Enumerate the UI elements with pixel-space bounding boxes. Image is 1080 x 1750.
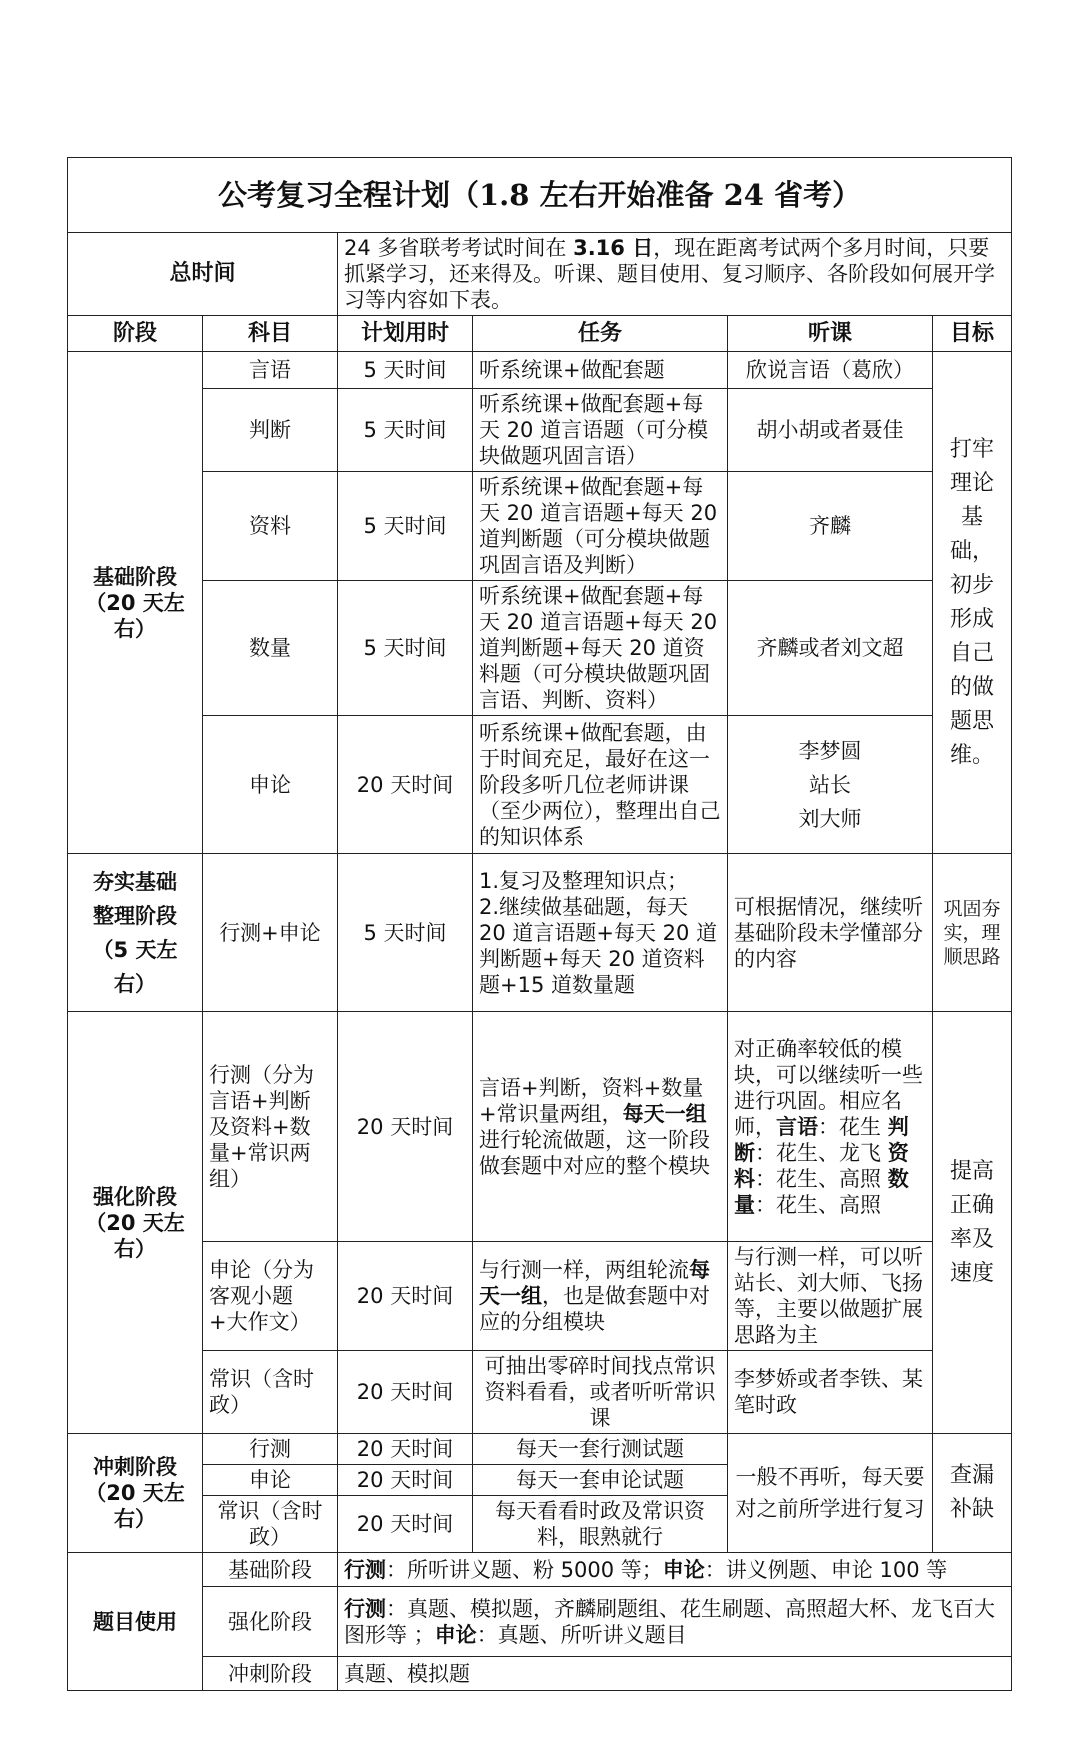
lecture-cell: 李梦娇或者李铁、某笔时政: [728, 1351, 933, 1434]
time-cell: 5 天时间: [338, 389, 473, 472]
subject-cell: 行测+申论: [203, 854, 338, 1012]
header-goal: 目标: [933, 316, 1012, 352]
lecture-cell: 对正确率较低的模块，可以继续听一些进行巩固。相应名师，言语：花生 判断：花生、龙飞 资料：花生、高照 数量：花生、高照: [728, 1012, 933, 1242]
lecture-cell: 与行测一样，可以听站长、刘大师、飞扬等，主要以做题扩展思路为主: [728, 1242, 933, 1351]
goal-basic: 打牢理论基础，初步形成自己的做题思维。: [933, 352, 1012, 854]
question-usage-cell: 真题、模拟题: [338, 1657, 1012, 1691]
time-cell: 5 天时间: [338, 581, 473, 716]
time-cell: 20 天时间: [338, 1242, 473, 1351]
subject-cell: 言语: [203, 352, 338, 389]
stage-sprint: 冲刺阶段 （20 天左右）: [68, 1434, 203, 1553]
header-task: 任务: [473, 316, 728, 352]
overview-label: 总时间: [68, 233, 338, 316]
time-cell: 20 天时间: [338, 1496, 473, 1553]
task-cell: 每天一套行测试题: [473, 1434, 728, 1465]
time-cell: 20 天时间: [338, 1434, 473, 1465]
question-stage-cell: 强化阶段: [203, 1587, 338, 1657]
subject-cell: 申论: [203, 1465, 338, 1496]
subject-cell: 判断: [203, 389, 338, 472]
questions-label: 题目使用: [68, 1553, 203, 1691]
subject-cell: 申论（分为客观小题+大作文）: [203, 1242, 338, 1351]
stage-consolidate: 夯实基础 整理阶段 （5 天左 右）: [68, 854, 203, 1012]
task-cell: 每天一套申论试题: [473, 1465, 728, 1496]
lecture-cell: 欣说言语（葛欣）: [728, 352, 933, 389]
time-cell: 20 天时间: [338, 1012, 473, 1242]
header-lecture: 听课: [728, 316, 933, 352]
task-cell: 可抽出零碎时间找点常识资料看看，或者听听常识课: [473, 1351, 728, 1434]
time-cell: 5 天时间: [338, 854, 473, 1012]
task-cell: 听系统课+做配套题+每天 20 道言语题+每天 20 道判断题+每天 20 道资料题（可分模块做题巩固言语、判断、资料）: [473, 581, 728, 716]
task-cell: 每天看看时政及常识资料，眼熟就行: [473, 1496, 728, 1553]
page-title: 公考复习全程计划（1.8 左右开始准备 24 省考）: [68, 158, 1012, 233]
lecture-sprint: 一般不再听，每天要对之前所学进行复习: [728, 1434, 933, 1553]
header-stage: 阶段: [68, 316, 203, 352]
question-usage-cell: 行测：真题、模拟题，齐麟刷题组、花生刷题、高照超大杯、龙飞百大图形等 ；申论：真题、所听讲义题目: [338, 1587, 1012, 1657]
lecture-cell: 可根据情况，继续听基础阶段未学懂部分的内容: [728, 854, 933, 1012]
time-cell: 5 天时间: [338, 352, 473, 389]
subject-cell: 行测: [203, 1434, 338, 1465]
task-cell: 听系统课+做配套题: [473, 352, 728, 389]
time-cell: 20 天时间: [338, 1465, 473, 1496]
study-plan-table: [67, 157, 1012, 1691]
question-stage-cell: 基础阶段: [203, 1553, 338, 1587]
stage-basic: 基础阶段 （20 天左右）: [68, 352, 203, 854]
exam-date: 3.16 日: [573, 236, 654, 260]
subject-cell: 常识（含时政）: [203, 1351, 338, 1434]
lecture-cell: 胡小胡或者聂佳: [728, 389, 933, 472]
lecture-cell: 齐麟: [728, 472, 933, 581]
time-cell: 20 天时间: [338, 1351, 473, 1434]
header-time: 计划用时: [338, 316, 473, 352]
goal-sprint: 查漏补缺: [933, 1434, 1012, 1553]
time-cell: 5 天时间: [338, 472, 473, 581]
stage-strengthen: 强化阶段 （20 天左右）: [68, 1012, 203, 1434]
subject-cell: 申论: [203, 716, 338, 854]
subject-cell: 常识（含时政）: [203, 1496, 338, 1553]
subject-cell: 资料: [203, 472, 338, 581]
task-cell: 听系统课+做配套题+每天 20 道言语题+每天 20 道判断题（可分模块做题巩固言语及判断）: [473, 472, 728, 581]
lecture-cell: 齐麟或者刘文超: [728, 581, 933, 716]
overview-text: 24 多省联考考试时间在 3.16 日，现在距离考试两个多月时间，只要抓紧学习，还来得及。听课、题目使用、复习顺序、各阶段如何展开学习等内容如下表。: [338, 233, 1012, 316]
lecture-cell: 李梦圆 站长 刘大师: [728, 716, 933, 854]
subject-cell: 数量: [203, 581, 338, 716]
task-cell: 1.复习及整理知识点； 2.继续做基础题，每天 20 道言语题+每天 20 道判断题+每天 20 道资料题+15 道数量题: [473, 854, 728, 1012]
goal-consolidate: 巩固夯实，理顺思路: [933, 854, 1012, 1012]
task-cell: 与行测一样，两组轮流每天一组，也是做套题中对应的分组模块: [473, 1242, 728, 1351]
question-usage-cell: 行测：所听讲义题、粉 5000 等；申论：讲义例题、申论 100 等: [338, 1553, 1012, 1587]
header-subject: 科目: [203, 316, 338, 352]
question-stage-cell: 冲刺阶段: [203, 1657, 338, 1691]
task-cell: 听系统课+做配套题，由于时间充足，最好在这一阶段多听几位老师讲课（至少两位），整理出自己的知识体系: [473, 716, 728, 854]
task-cell: 言语+判断，资料+数量+常识量两组，每天一组进行轮流做题，这一阶段做套题中对应的整个模块: [473, 1012, 728, 1242]
subject-cell: 行测（分为言语+判断及资料+数量+常识两组）: [203, 1012, 338, 1242]
time-cell: 20 天时间: [338, 716, 473, 854]
task-cell: 听系统课+做配套题+每天 20 道言语题（可分模块做题巩固言语）: [473, 389, 728, 472]
goal-strengthen: 提高正确率及速度: [933, 1012, 1012, 1434]
